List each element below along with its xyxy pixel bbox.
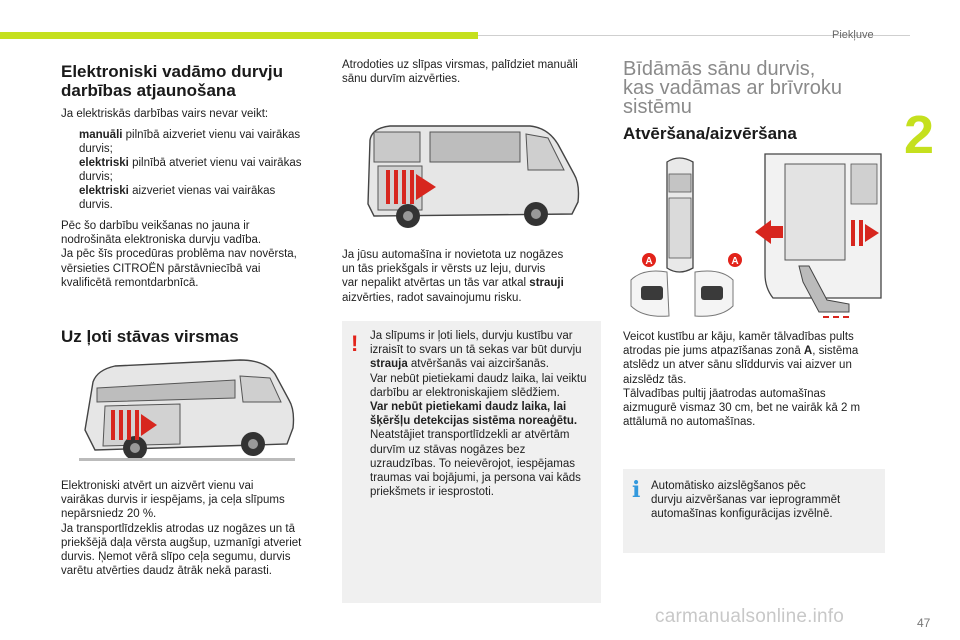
page-number: 47 [917, 616, 931, 630]
header-accent-bar [0, 32, 478, 39]
col1-after-text: Pēc šo darbību veikšanas no jauna ir nodrošināta elektroniska durvju vadība. Ja pēc šīs procedūras problēma nav novērsta, vērsieties CITROËN pārstāvniecībā vai kvalificētā remontdarbnīcā. [61, 220, 297, 289]
info-text: Automātisko aizslēgšanos pēc durvju aizvēršanas var ieprogrammēt automašīnas konfigurācijas izvēlnē. [651, 480, 841, 521]
col3-subtitle: Atvēršana/aizvēršana [623, 124, 797, 143]
slope-title: Uz ļoti stāvas virsmas [61, 327, 239, 346]
col1-intro: Ja elektriskās darbības vairs nevar veikt: [61, 108, 269, 120]
col1-title: Elektroniski vadāmo durvju darbības atjaunošana [61, 62, 284, 100]
section-label: Piekļuve [832, 29, 874, 41]
chapter-number: 2 [904, 105, 935, 165]
zone-a-right-label: A [731, 256, 739, 267]
col2-top-text: Atrodoties uz slīpas virsmas, palīdziet manuāli sānu durvīm aizvērties. [342, 59, 578, 86]
slope-text: Elektroniski atvērt un aizvērt vienu vai vairākas durvis ir iespējams, ja ceļa slīpums nepārsniedz 20 %. Ja transportlīdzeklis atrodas uz nogāzes un tā priekšējā daļa vērsta augšup, uzmanīgi atveriet durvis. Ņemot vērā slīpo ceļa segumu, durvis varētu atvērties daudz ātrāk nekā parasti. [61, 480, 302, 578]
col3-gray-title: Bīdāmās sānu durvis, kas vadāmas ar brīvroku sistēmu [623, 58, 842, 118]
hands-free-illustration [623, 148, 885, 320]
warning-box [342, 321, 601, 603]
van-side-door-illustration [360, 118, 585, 233]
col3-body-text: Veicot kustību ar kāju, kamēr tālvadības pults atrodas pie jums atpazīšanas zonā A, sistēma atslēdz un atver sānu slīddurvis vai aizver un aizslēdz tās. Tālvadības pultij jāatrodas automašīnas aizmugurē vismaz 30 cm, bet ne vairāk kā 2 m attālumā no automašīnas. [623, 331, 861, 429]
bullet-item: elektriski pilnībā atveriet vienu vai vairākas durvis; [79, 157, 302, 184]
warning-icon: ! [351, 331, 359, 356]
van-slope-illustration [75, 352, 300, 467]
info-box [623, 469, 885, 553]
col2-mid-text: Ja jūsu automašīna ir novietota uz nogāzes un tās priekšgals ir vērsts uz leju, durvis var nepalikt atvērtas un tās var atkal strauji aizvērties, radot savainojumu risku. [342, 249, 564, 304]
info-icon: i [632, 477, 641, 503]
warning-text: Ja slīpums ir ļoti liels, durvju kustību var izraisīt to svars un tā sekas var būt durvju strauja atvēršanās vai aizciršanās. Var nebūt pietiekami daudz laika, lai veiktu darbību ar elektroniskajiem slēdžiem. Var nebūt pietiekami daudz laika, lai šķēršļu detekcijas sistēma noreaģētu. Neatstājiet transportlīdzekli ar atvērtām durvīm uz stāvas nogāzes bez uzraudzības. To neievērojot, iespējamas traumas vai bojājumi, ja persona vai kāds priekšmets ir iesprostoti. [370, 330, 587, 499]
bullet-item: elektriski aizveriet vienas vai vairākas durvis. [79, 185, 276, 212]
zone-a-left-label: A [645, 256, 653, 267]
bullet-item: manuāli pilnībā aizveriet vienu vai vairākas durvis; [79, 129, 301, 156]
watermark: carmanualsonline.info [655, 606, 845, 627]
